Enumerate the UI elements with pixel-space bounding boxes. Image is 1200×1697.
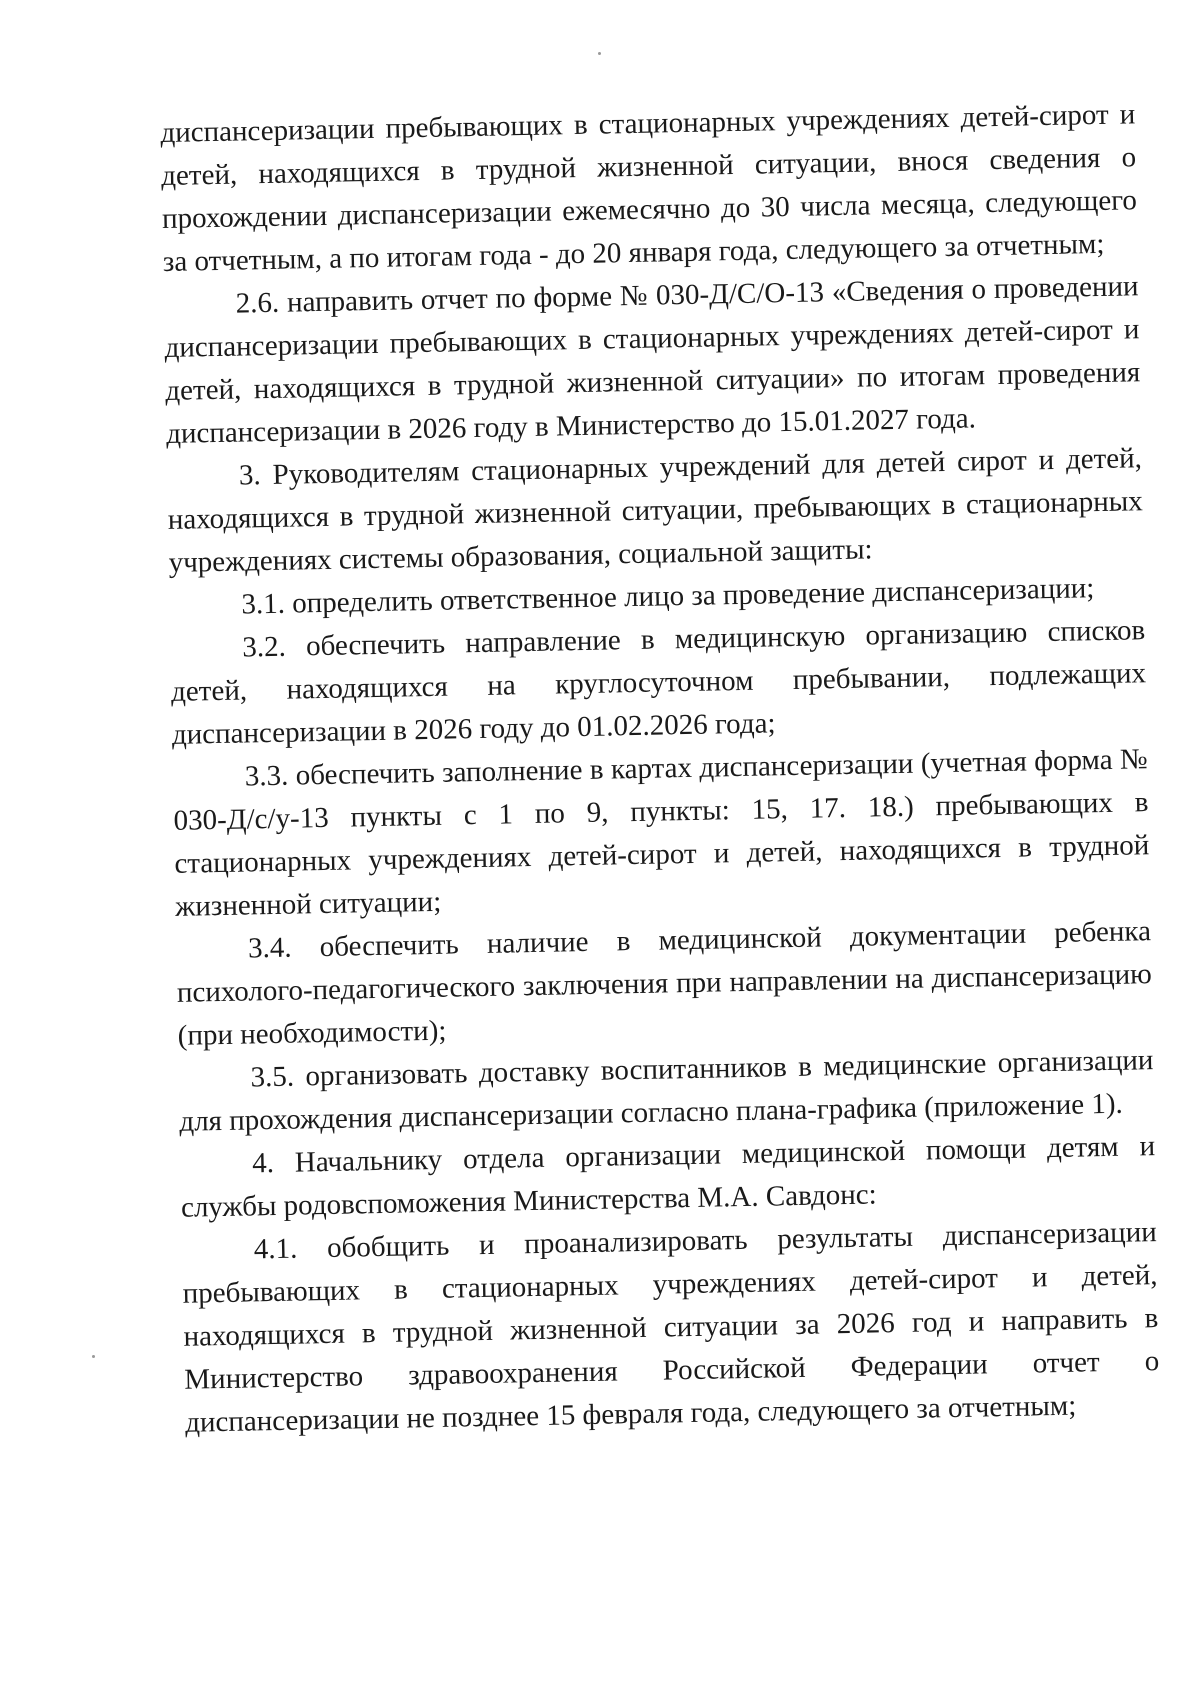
paragraph-continuation: диспансеризации пребывающих в стационарных учреждениях детей-сирот и детей, находящихся в трудной жизненной ситуации, внося сведения о прохождении диспансеризации ежемесячно до 30 числа месяца, следующего за отчетным, а по итогам года - до 20 января года, следующего за отчетным; xyxy=(160,98,1138,278)
paragraph-3: 3. Руководителям стационарных учреждений для детей сирот и детей, находящихся в трудной жизненной ситуации, пребывающих в стационарных учреждениях системы образования, социальной защиты: xyxy=(167,442,1143,579)
paragraph-3-2: 3.2. обеспечить направление в медицинскую организацию списков детей, находящихся на круглосуточном пребывании, подлежащих диспансеризации в 2026 году до 01.02.2026 года; xyxy=(170,614,1147,751)
paragraph-3-4: 3.4. обеспечить наличие в медицинской документации ребенка психолого-педагогического заключения при направлении на диспансеризацию (при необходимости); xyxy=(176,915,1153,1052)
paragraph-3-5: 3.5. организовать доставку воспитанников в медицинские организации для прохождения диспансеризации согласно плана-графика (приложение 1). xyxy=(179,1044,1154,1138)
scan-speck xyxy=(92,1355,95,1358)
paragraph-3-1: 3.1. определить ответственное лицо за проведение диспансеризации; xyxy=(241,572,1095,621)
scan-speck xyxy=(598,52,601,55)
paragraph-2-6: 2.6. направить отчет по форме № 030-Д/С/О-13 «Сведения о проведении диспансеризации пребывающих в стационарных учреждениях детей-сирот и детей, находящихся в трудной жизненной ситуации» по итогам проведения диспансеризации в 2026 году в Министерство до 15.01.2027 года. xyxy=(164,270,1141,450)
paragraph-4-1: 4.1. обобщить и проанализировать результаты диспансеризации пребывающих в стационарных учреждениях детей-сирот и детей, находящихся в трудной жизненной ситуации за 2026 год и направить в Министерство здравоохранения Российской Федерации отчет о диспансеризации не позднее 15 февраля года, следующего за отчетным; xyxy=(182,1216,1160,1439)
paragraph-4: 4. Начальнику отдела организации медицинской помощи детям и службы родовспоможения Министерства М.А. Савдонс: xyxy=(180,1130,1156,1224)
paragraph-3-3: 3.3. обеспечить заполнение в картах диспансеризации (учетная форма № 030-Д/с/у-13 пункты с 1 по 9, пункты: 15, 17. 18.) пребывающих в стационарных учреждениях детей-сирот и детей, находящихся в трудной жизненной ситуации; xyxy=(173,743,1150,923)
document-body xyxy=(160,93,1160,1444)
